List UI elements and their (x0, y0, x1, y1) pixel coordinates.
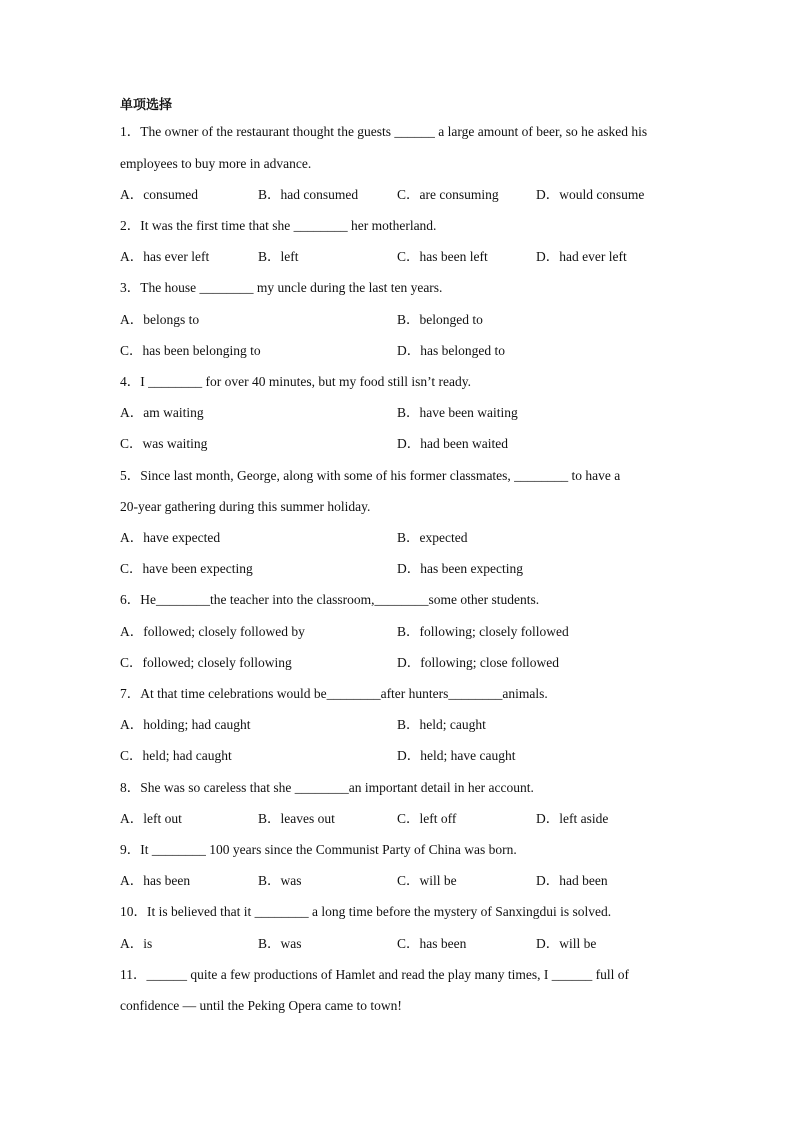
question-8-option-d: D．left aside (536, 811, 609, 826)
question-10-option-a: A．is (120, 936, 153, 951)
question-5-option-a: A．have expected (120, 530, 221, 545)
question-7-line-1: 7．At that time celebrations would be________after hunters________animals. (120, 686, 548, 701)
question-2-option-a: A．has ever left (120, 249, 210, 264)
question-10-option-b: B．was (258, 936, 302, 951)
section-title: 单项选择 (120, 98, 173, 113)
question-5-option-c: C．have been expecting (120, 561, 253, 576)
question-6-line-1: 6．He________the teacher into the classroom,________some other students. (120, 592, 540, 607)
question-9-line-1: 9．It ________ 100 years since the Communist Party of China was born. (120, 842, 517, 857)
question-7-option-d: D．held; have caught (397, 748, 516, 763)
question-9-option-c: C．will be (397, 873, 457, 888)
question-1-option-c: C．are consuming (397, 187, 499, 202)
question-3-option-b: B．belonged to (397, 312, 483, 327)
question-4-option-b: B．have been waiting (397, 405, 518, 420)
question-5-option-b: B．expected (397, 530, 468, 545)
question-6-option-b: B．following; closely followed (397, 624, 569, 639)
question-4-line-1: 4．I ________ for over 40 minutes, but my food still isn’t ready. (120, 374, 471, 389)
question-6-option-a: A．followed; closely followed by (120, 624, 305, 639)
question-9-option-d: D．had been (536, 873, 608, 888)
question-11-line-1: 11．______ quite a few productions of Hamlet and read the play many times, I ______ full of (120, 967, 630, 982)
question-10-line-1: 10．It is believed that it ________ a long time before the mystery of Sanxingdui is solved. (120, 904, 612, 919)
question-1-line-2: employees to buy more in advance. (120, 156, 312, 171)
question-4-option-d: D．had been waited (397, 436, 508, 451)
question-6-option-d: D．following; close followed (397, 655, 559, 670)
question-2-option-b: B．left (258, 249, 299, 264)
question-4-option-c: C．was waiting (120, 436, 208, 451)
question-1-option-b: B．had consumed (258, 187, 359, 202)
question-4-option-a: A．am waiting (120, 405, 204, 420)
question-1-option-d: D．would consume (536, 187, 645, 202)
question-9-option-b: B．was (258, 873, 302, 888)
question-5-line-1: 5．Since last month, George, along with some of his former classmates, ________ to have a (120, 468, 621, 483)
question-1-line-1: 1．The owner of the restaurant thought the guests ______ a large amount of beer, so he asked his (120, 124, 648, 139)
question-10-option-d: D．will be (536, 936, 597, 951)
question-1-option-a: A．consumed (120, 187, 198, 202)
question-5-option-d: D．has been expecting (397, 561, 523, 576)
question-10-option-c: C．has been (397, 936, 467, 951)
question-2-option-d: D．had ever left (536, 249, 627, 264)
question-6-option-c: C．followed; closely following (120, 655, 292, 670)
question-7-option-a: A．holding; had caught (120, 717, 251, 732)
question-3-option-c: C．has been belonging to (120, 343, 261, 358)
question-2-option-c: C．has been left (397, 249, 488, 264)
question-8-option-b: B．leaves out (258, 811, 335, 826)
question-2-line-1: 2．It was the first time that she ________ her motherland. (120, 218, 437, 233)
question-5-line-2: 20-year gathering during this summer holiday. (120, 499, 371, 514)
question-3-option-a: A．belongs to (120, 312, 200, 327)
question-3-option-d: D．has belonged to (397, 343, 505, 358)
question-7-option-c: C．held; had caught (120, 748, 232, 763)
question-9-option-a: A．has been (120, 873, 191, 888)
question-7-option-b: B．held; caught (397, 717, 486, 732)
question-8-option-a: A．left out (120, 811, 182, 826)
question-8-line-1: 8．She was so careless that she ________an important detail in her account. (120, 780, 534, 795)
question-3-line-1: 3．The house ________ my uncle during the last ten years. (120, 280, 443, 295)
question-8-option-c: C．left off (397, 811, 457, 826)
question-11-line-2: confidence — until the Peking Opera came to town! (120, 998, 402, 1013)
